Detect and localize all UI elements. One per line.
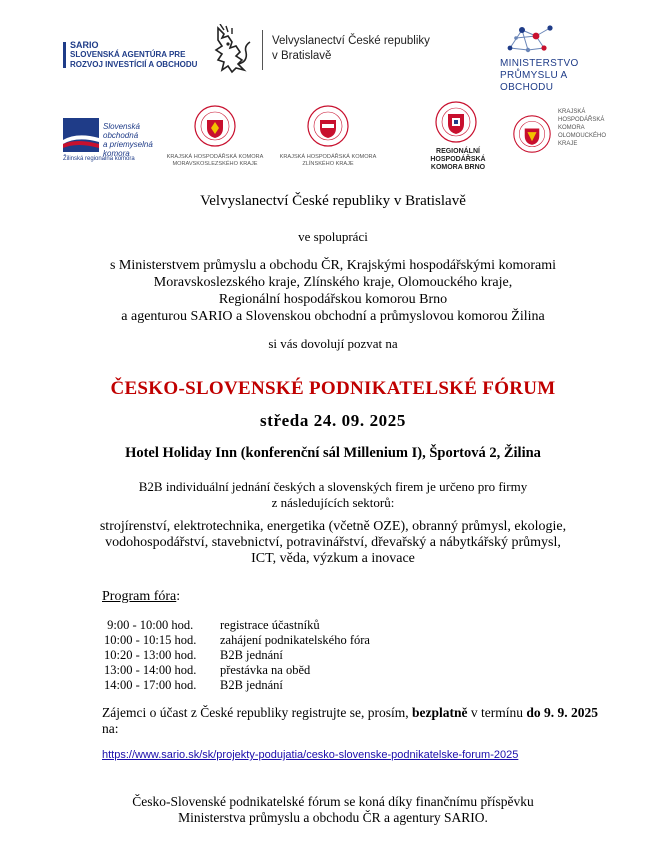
soc-line1: Slovenská bbox=[103, 122, 140, 131]
cooperation-line: ve spolupráci bbox=[298, 229, 368, 244]
soc-flag-icon bbox=[63, 118, 99, 152]
event-venue: Hotel Holiday Inn (konferenční sál Millenium I), Športová 2, Žilina bbox=[125, 445, 541, 461]
program-row bbox=[104, 633, 504, 648]
registration-text bbox=[102, 705, 622, 737]
partners-line2: Moravskoslezského kraje, Zlínského kraje, Olomouckého kraje, bbox=[153, 275, 513, 290]
soc-line2: obchodná bbox=[103, 131, 139, 140]
registration-free: bezplatně bbox=[412, 705, 468, 720]
embassy-line1: Velvyslanectví České republiky bbox=[272, 35, 430, 47]
sectors-line3: ICT, věda, výzkum a inovace bbox=[251, 551, 415, 566]
partners-line4: a agenturou SARIO a Slovenskou obchodní a průmyslovou komorou Žilina bbox=[121, 309, 545, 324]
program-time: 13:00 - 14:00 hod. bbox=[104, 663, 197, 677]
footer-line2: Ministerstva průmyslu a obchodu ČR a agentury SARIO. bbox=[178, 810, 488, 825]
registration-part3: na: bbox=[102, 721, 119, 736]
chamber2-line2: ZLÍNSKÉHO KRAJE bbox=[302, 161, 354, 167]
registration-link[interactable]: https://www.sario.sk/sk/projekty-podujatia/cesko-slovenske-podnikatelske-forum-2025 bbox=[102, 749, 519, 761]
program-item: registrace účastníků bbox=[220, 618, 320, 632]
program-heading bbox=[102, 589, 180, 605]
sectors-line1: strojírenství, elektrotechnika, energetika (včetně OZE), obranný průmysl, ekologie, bbox=[99, 519, 567, 534]
embassy-divider bbox=[262, 30, 263, 70]
program-row bbox=[104, 678, 504, 693]
program-time: 9:00 - 10:00 hod. bbox=[104, 618, 194, 632]
soc-line4: komora bbox=[103, 149, 130, 158]
footer-line1: Česko-Slovenské podnikatelské fórum se koná díky finančnímu příspěvku bbox=[132, 794, 534, 809]
host-line: Velvyslanectví České republiky v Bratislavě bbox=[200, 193, 466, 209]
chamber3-line1: REGIONÁLNÍ bbox=[436, 148, 480, 155]
chamber4-line3: KOMORA bbox=[558, 125, 585, 131]
program-heading-colon: : bbox=[176, 589, 181, 604]
b2b-line1: B2B individuální jednání českých a slovenských firem je určeno pro firmy bbox=[138, 479, 528, 494]
program-time: 10:00 - 10:15 hod. bbox=[104, 633, 197, 647]
chamber4-line5: KRAJE bbox=[558, 141, 578, 147]
program-item: zahájení podnikatelského fóra bbox=[220, 633, 370, 647]
chamber4-line4: OLOMOUCKÉHO bbox=[558, 133, 607, 139]
registration-deadline: do 9. 9. 2025 bbox=[526, 705, 599, 720]
program-item: B2B jednání bbox=[220, 648, 283, 662]
sectors-line2: vodohospodářství, stavebnictví, potravinářství, dřevařský a nábytkářský průmysl, bbox=[105, 535, 561, 550]
partners-line3: Regionální hospodářskou komorou Brno bbox=[218, 292, 448, 307]
registration-part1: Zájemci o účast z České republiky registrujte se, prosím, bbox=[102, 705, 413, 720]
program-heading-text: Program fóra bbox=[102, 589, 177, 604]
program-item: přestávka na oběd bbox=[220, 663, 311, 677]
ministry-line1: MINISTERSTVO bbox=[500, 58, 579, 69]
event-date: středa 24. 09. 2025 bbox=[260, 411, 406, 430]
sario-name: SARIO bbox=[70, 40, 99, 50]
chamber1-line2: MORAVSKOSLEZSKÉHO KRAJE bbox=[172, 161, 258, 167]
mpo-network-icon bbox=[504, 22, 556, 56]
krhk-olomoucky-icon bbox=[512, 114, 552, 154]
chamber4-line2: HOSPODÁŘSKÁ bbox=[558, 117, 605, 123]
program-row bbox=[104, 618, 504, 633]
chamber2-line1: KRAJSKÁ HOSPODÁŘSKÁ KOMORA bbox=[279, 154, 377, 160]
rhk-brno-icon bbox=[434, 100, 478, 144]
registration-part2: v termínu bbox=[467, 705, 527, 720]
sario-line1: SLOVENSKÁ AGENTÚRA PRE bbox=[70, 50, 186, 59]
chamber1-line1: KRAJSKÁ HOSPODÁŘSKÁ KOMORA bbox=[166, 154, 264, 160]
chamber4-line1: KRAJSKÁ bbox=[558, 109, 586, 115]
event-title: ČESKO-SLOVENSKÉ PODNIKATELSKÉ FÓRUM bbox=[110, 378, 556, 399]
chamber3-line2: HOSPODÁŘSKÁ bbox=[430, 156, 486, 163]
program-row bbox=[104, 663, 504, 678]
soc-line3: a priemyselná bbox=[103, 140, 153, 149]
partners-line1: s Ministerstvem průmyslu a obchodu ČR, Krajskými hospodářskými komorami bbox=[109, 258, 557, 273]
invite-line: si vás dovolují pozvat na bbox=[268, 336, 398, 351]
program-list bbox=[104, 618, 504, 693]
b2b-line2: z následujících sektorů: bbox=[271, 495, 395, 510]
program-time: 10:20 - 13:00 hod. bbox=[104, 648, 197, 662]
krhk-zlinsky-icon bbox=[306, 104, 350, 148]
chamber3-line3: KOMORA BRNO bbox=[430, 164, 486, 171]
krhk-moravskoslezsky-icon bbox=[193, 104, 237, 148]
program-item: B2B jednání bbox=[220, 678, 283, 692]
czech-lion-emblem-icon bbox=[210, 24, 254, 76]
program-row bbox=[104, 648, 504, 663]
soc-line5: Žilinská regionálna komora bbox=[63, 156, 135, 162]
ministry-line2: PRŮMYSLU A OBCHODU bbox=[500, 70, 567, 93]
sario-line2: ROZVOJ INVESTÍCIÍ A OBCHODU bbox=[70, 60, 198, 69]
program-time: 14:00 - 17:00 hod. bbox=[104, 678, 197, 692]
embassy-line2: v Bratislavě bbox=[272, 50, 332, 62]
